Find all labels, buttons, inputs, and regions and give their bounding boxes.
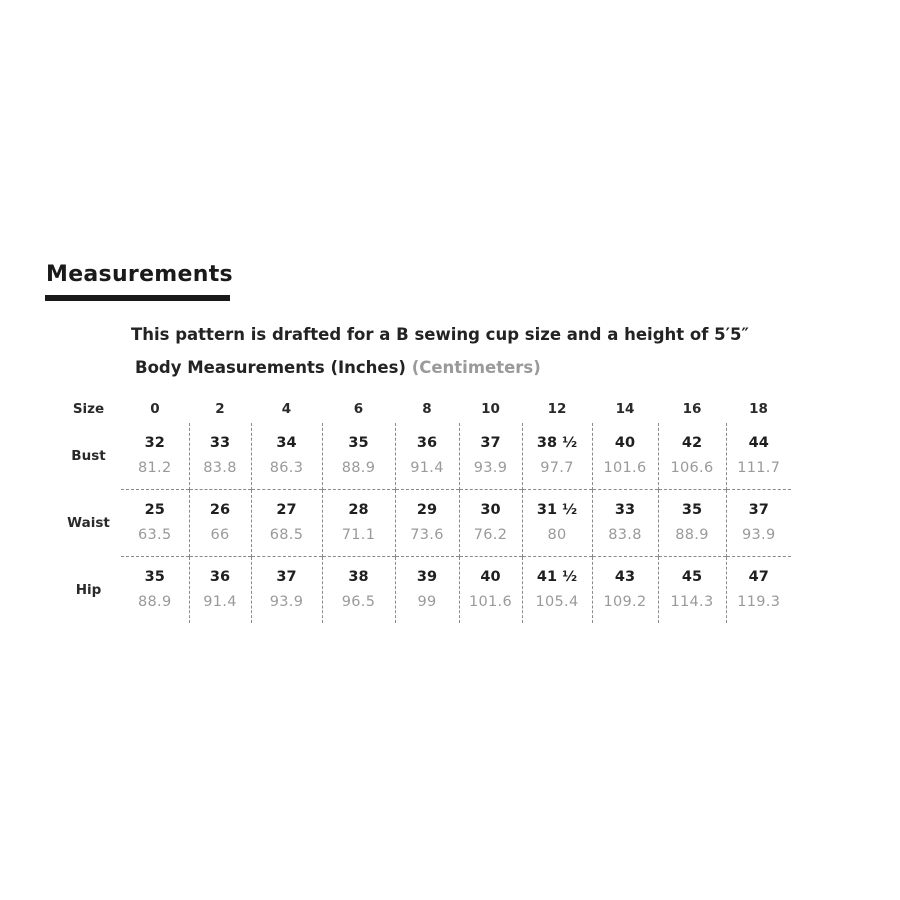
table-cell bbox=[121, 490, 189, 557]
cm-value: 71.1 bbox=[341, 527, 376, 543]
cm-value: 76.2 bbox=[473, 527, 508, 543]
inch-value: 32 bbox=[144, 435, 165, 451]
table-cell bbox=[322, 423, 395, 490]
size-heading: 14 bbox=[615, 401, 635, 417]
table-cell bbox=[189, 490, 251, 557]
inch-value: 31 ½ bbox=[536, 502, 578, 518]
size-heading: 10 bbox=[481, 401, 500, 417]
size-heading: 16 bbox=[682, 401, 702, 417]
table-cell bbox=[251, 557, 322, 624]
inch-value: 30 bbox=[480, 502, 501, 518]
table-cell bbox=[459, 423, 522, 490]
table-row-hip bbox=[40, 557, 791, 624]
table-row-bust bbox=[40, 423, 791, 490]
table-cell bbox=[395, 423, 459, 490]
size-heading: 4 bbox=[281, 401, 292, 417]
table-cell bbox=[658, 490, 726, 557]
inch-value: 37 bbox=[276, 569, 297, 585]
table-cell bbox=[459, 490, 522, 557]
cm-value: 101.6 bbox=[468, 594, 512, 610]
size-label: Size bbox=[72, 401, 105, 417]
table-cell bbox=[726, 490, 791, 557]
cm-value: 86.3 bbox=[269, 460, 304, 476]
table-cell bbox=[726, 557, 791, 624]
cm-value: 99 bbox=[417, 594, 437, 610]
inch-value: 42 bbox=[681, 435, 703, 451]
cm-value: 109.2 bbox=[603, 594, 647, 610]
cm-value: 93.9 bbox=[473, 460, 508, 476]
cm-value: 91.4 bbox=[203, 594, 237, 610]
cm-value: 106.6 bbox=[670, 460, 714, 476]
table-cell bbox=[592, 423, 658, 490]
size-heading: 8 bbox=[422, 401, 432, 417]
inch-value: 40 bbox=[614, 435, 636, 451]
inch-value: 44 bbox=[748, 435, 769, 451]
inch-value: 29 bbox=[416, 502, 438, 518]
inch-value: 33 bbox=[209, 435, 231, 451]
cm-value: 80 bbox=[547, 527, 567, 543]
row-label: Waist bbox=[67, 515, 110, 531]
cm-value: 68.5 bbox=[269, 527, 304, 543]
table-cell bbox=[658, 423, 726, 490]
size-heading: 12 bbox=[547, 401, 567, 417]
inch-value: 43 bbox=[614, 569, 636, 585]
table-cell bbox=[726, 423, 791, 490]
size-heading: 18 bbox=[749, 401, 768, 417]
table-cell bbox=[251, 423, 322, 490]
cm-value: 73.6 bbox=[410, 527, 444, 543]
pattern-note: This pattern is drafted for a B sewing cup size and a height of 5′5″ bbox=[131, 325, 749, 344]
cm-value: 88.9 bbox=[675, 527, 709, 543]
inch-value: 45 bbox=[681, 569, 703, 585]
table-cell bbox=[395, 557, 459, 624]
inch-value: 37 bbox=[480, 435, 501, 451]
table-cell bbox=[121, 557, 189, 624]
inch-value: 36 bbox=[209, 569, 231, 585]
cm-value: 93.9 bbox=[269, 594, 304, 610]
table-caption bbox=[135, 358, 541, 377]
cm-value: 114.3 bbox=[670, 594, 714, 610]
table-cell bbox=[592, 490, 658, 557]
cm-value: 66 bbox=[210, 527, 230, 543]
table-cell bbox=[522, 490, 592, 557]
cm-value: 93.9 bbox=[742, 527, 776, 543]
table-row-waist bbox=[40, 490, 791, 557]
title-underline bbox=[45, 295, 230, 301]
cm-value: 88.9 bbox=[138, 594, 172, 610]
table-cell bbox=[592, 557, 658, 624]
inch-value: 41 ½ bbox=[536, 569, 578, 585]
cm-value: 88.9 bbox=[341, 460, 376, 476]
inch-value: 38 bbox=[348, 569, 369, 585]
table-cell bbox=[322, 557, 395, 624]
size-heading: 2 bbox=[215, 401, 225, 417]
measurements-table bbox=[40, 395, 791, 623]
inch-value: 27 bbox=[276, 502, 297, 518]
caption-inches: Body Measurements (Inches) bbox=[135, 358, 406, 377]
inch-value: 35 bbox=[144, 569, 165, 585]
table-cell bbox=[395, 490, 459, 557]
cm-value: 63.5 bbox=[138, 527, 172, 543]
table-cell bbox=[189, 557, 251, 624]
cm-value: 97.7 bbox=[540, 460, 574, 476]
cm-value: 119.3 bbox=[737, 594, 781, 610]
inch-value: 39 bbox=[416, 569, 438, 585]
table-cell bbox=[658, 557, 726, 624]
cm-value: 91.4 bbox=[410, 460, 444, 476]
page-title: Measurements bbox=[46, 262, 233, 287]
table-cell bbox=[322, 490, 395, 557]
cm-value: 101.6 bbox=[603, 460, 647, 476]
inch-value: 26 bbox=[209, 502, 231, 518]
cm-value: 83.8 bbox=[608, 527, 642, 543]
inch-value: 38 ½ bbox=[536, 435, 578, 451]
row-label: Bust bbox=[71, 448, 106, 465]
cm-value: 83.8 bbox=[203, 460, 237, 476]
inch-value: 35 bbox=[681, 502, 703, 518]
row-label: Hip bbox=[75, 581, 102, 598]
cm-value: 96.5 bbox=[341, 594, 376, 610]
table-cell bbox=[251, 490, 322, 557]
table-cell bbox=[189, 423, 251, 490]
cm-value: 81.2 bbox=[138, 460, 172, 476]
inch-value: 36 bbox=[416, 435, 438, 451]
inch-value: 35 bbox=[348, 435, 369, 451]
size-heading: 6 bbox=[353, 401, 364, 417]
inch-value: 37 bbox=[748, 502, 769, 518]
table-cell bbox=[522, 423, 592, 490]
table-cell bbox=[459, 557, 522, 624]
inch-value: 40 bbox=[480, 569, 501, 585]
size-heading: 0 bbox=[150, 401, 160, 417]
inch-value: 33 bbox=[614, 502, 636, 518]
inch-value: 28 bbox=[348, 502, 369, 518]
inch-value: 25 bbox=[144, 502, 165, 518]
cm-value: 105.4 bbox=[535, 594, 579, 610]
cm-value: 111.7 bbox=[737, 460, 781, 476]
table-cell bbox=[522, 557, 592, 624]
size-header-row bbox=[40, 395, 791, 423]
caption-centimeters: (Centimeters) bbox=[411, 358, 541, 377]
table-cell bbox=[121, 423, 189, 490]
inch-value: 47 bbox=[748, 569, 769, 585]
inch-value: 34 bbox=[276, 435, 297, 451]
